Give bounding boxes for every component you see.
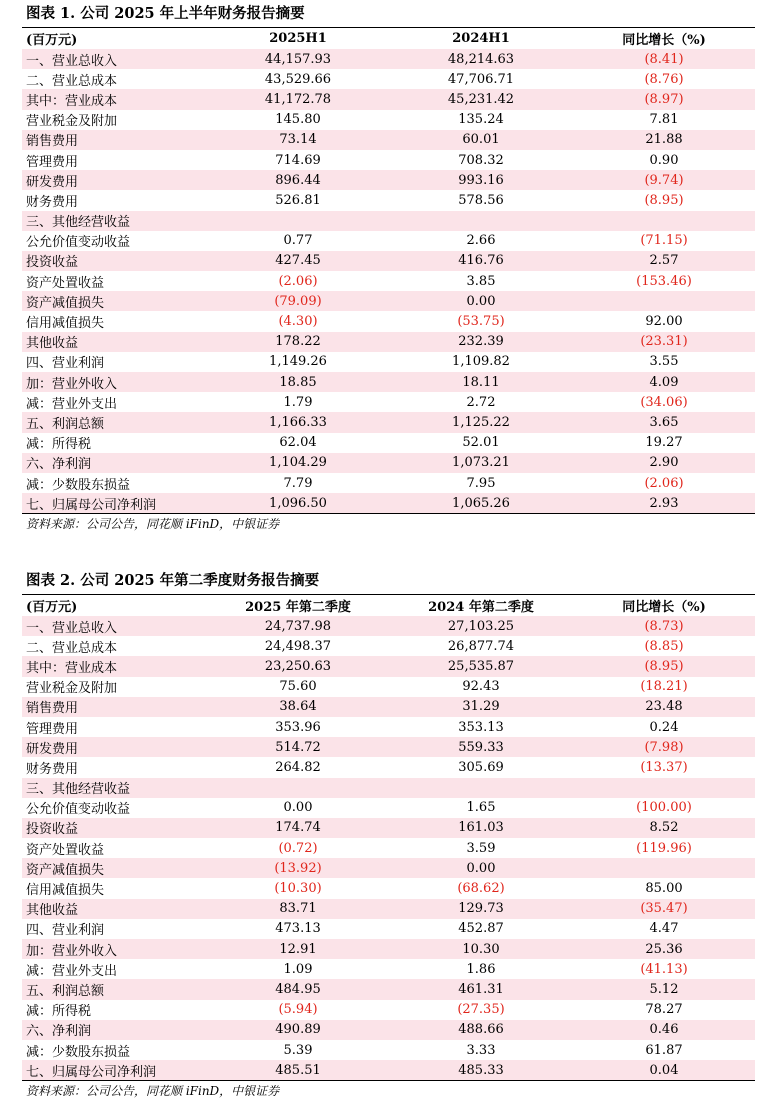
table-cell: 2.93 <box>573 493 755 514</box>
table2-header-yoy: 同比增长（%) <box>622 600 706 615</box>
table-cell: 24,498.37 <box>264 638 332 654</box>
row-label: 销售费用 <box>22 130 207 150</box>
table1-header-unit: (百万元) <box>26 33 78 48</box>
table-cell: (79.09) <box>207 291 389 311</box>
table-cell: (119.96) <box>636 840 692 856</box>
table-cell: 62.04 <box>279 435 317 451</box>
table-cell: 1.86 <box>466 961 496 977</box>
row-label: 减：所得税 <box>26 437 92 453</box>
table1-header-current: 2025H1 <box>269 31 327 46</box>
table-cell: (68.62) <box>457 881 505 897</box>
table-row <box>22 1040 755 1060</box>
row-label: 五、利润总额 <box>22 412 207 432</box>
table-cell: 174.74 <box>207 818 389 838</box>
table-row <box>22 1000 755 1020</box>
table-row <box>22 251 755 271</box>
table-cell: 161.03 <box>389 818 573 838</box>
table-cell: 3.59 <box>466 840 496 856</box>
row-label: 公允价值变动收益 <box>26 802 131 818</box>
table-cell: 559.33 <box>389 737 573 757</box>
row-label: 其中：营业成本 <box>22 656 207 676</box>
table1-title: 图表 1. 公司 2025 年上半年财务报告摘要 <box>22 1 755 28</box>
table-cell: 305.69 <box>458 759 504 775</box>
table-cell: 92.43 <box>462 679 500 695</box>
table-cell: 75.60 <box>279 679 317 695</box>
table-cell: 43,529.66 <box>264 71 332 87</box>
row-label: 研发费用 <box>22 170 207 190</box>
table-row <box>22 757 755 777</box>
table-row <box>22 798 755 818</box>
table-cell: 0.00 <box>389 291 573 311</box>
table-cell: 1,073.21 <box>389 453 573 473</box>
table2-source: 资料来源：公司公告，同花顺 iFinD，中银证券 <box>26 1084 280 1099</box>
table-cell: 45,231.42 <box>389 89 573 109</box>
table-row <box>22 372 755 392</box>
table1-source: 资料来源：公司公告，同花顺 iFinD，中银证券 <box>26 517 280 532</box>
table-cell: 1,125.22 <box>389 412 573 432</box>
table-cell: 353.96 <box>275 719 321 735</box>
table-cell: 178.22 <box>207 332 389 352</box>
table-row <box>22 493 755 514</box>
table-cell: 427.45 <box>207 251 389 271</box>
table1-header-prior: 2024H1 <box>452 31 510 46</box>
table2 <box>22 595 755 1081</box>
table-cell: 5.12 <box>573 979 755 999</box>
table-cell: 1,065.26 <box>389 493 573 514</box>
row-label: 一、营业总收入 <box>22 616 207 636</box>
table-row <box>22 412 755 432</box>
table-cell: 514.72 <box>207 737 389 757</box>
table-cell: 0.00 <box>389 858 573 878</box>
table-row <box>22 352 755 372</box>
row-label: 销售费用 <box>22 697 207 717</box>
table-cell <box>207 778 389 798</box>
table-cell: 1.09 <box>283 961 313 977</box>
table-cell: 2.90 <box>573 453 755 473</box>
table-row <box>22 717 755 737</box>
table-cell: 896.44 <box>207 170 389 190</box>
row-label: 财务费用 <box>26 194 79 210</box>
row-label: 减：所得税 <box>26 1004 92 1020</box>
row-label: 六、净利润 <box>22 1020 207 1040</box>
table-cell: 3.55 <box>649 354 679 370</box>
table-row <box>22 979 755 999</box>
table-cell: 31.29 <box>389 697 573 717</box>
table-cell: 92.00 <box>645 314 683 330</box>
table-cell: 461.31 <box>389 979 573 999</box>
table-row <box>22 130 755 150</box>
table-cell: (7.98) <box>573 737 755 757</box>
table-cell: (27.35) <box>457 1002 505 1018</box>
table-cell: (5.94) <box>278 1002 318 1018</box>
table-row <box>22 69 755 89</box>
table-cell: 61.87 <box>645 1042 683 1058</box>
table-row <box>22 878 755 898</box>
table-row <box>22 919 755 939</box>
table-row <box>22 150 755 170</box>
table-cell: 0.04 <box>573 1060 755 1081</box>
row-label: 七、归属母公司净利润 <box>22 1060 207 1081</box>
table-cell: (35.47) <box>573 899 755 919</box>
table-cell <box>207 211 389 231</box>
table-row <box>22 433 755 453</box>
table-row <box>22 939 755 959</box>
table-cell: 4.47 <box>649 921 679 937</box>
table-cell: 488.66 <box>389 1020 573 1040</box>
table-row <box>22 89 755 109</box>
row-label: 四、营业利润 <box>26 356 105 372</box>
table-cell: 7.81 <box>649 112 679 128</box>
table-row <box>22 473 755 493</box>
table-cell: 264.82 <box>275 759 321 775</box>
row-label: 投资收益 <box>22 818 207 838</box>
table-cell: 3.65 <box>573 412 755 432</box>
row-label: 二、营业总成本 <box>26 640 118 656</box>
row-label: 投资收益 <box>22 251 207 271</box>
table-row <box>22 291 755 311</box>
row-label: 信用减值损失 <box>26 883 105 899</box>
table-row <box>22 311 755 331</box>
table-cell: 2.72 <box>466 394 496 410</box>
table-row <box>22 332 755 352</box>
table-cell <box>389 778 573 798</box>
table-row <box>22 858 755 878</box>
table-row <box>22 778 755 798</box>
table-cell: (0.72) <box>278 840 318 856</box>
table-cell: (34.06) <box>640 394 688 410</box>
row-label: 资产减值损失 <box>22 858 207 878</box>
table-cell: 41,172.78 <box>207 89 389 109</box>
table1-header-yoy: 同比增长（%) <box>622 33 706 48</box>
row-label: 管理费用 <box>26 721 79 737</box>
row-label: 七、归属母公司净利润 <box>22 493 207 514</box>
table-cell: 24,737.98 <box>207 616 389 636</box>
table-cell: (10.30) <box>274 881 322 897</box>
table-row <box>22 697 755 717</box>
table-cell: 7.79 <box>283 475 313 491</box>
table1 <box>22 28 755 514</box>
table-cell: 353.13 <box>458 719 504 735</box>
table-cell: (8.41) <box>573 49 755 69</box>
table-cell: (71.15) <box>640 233 688 249</box>
table-cell: 38.64 <box>207 697 389 717</box>
table-cell: 7.95 <box>466 475 496 491</box>
table-row <box>22 656 755 676</box>
row-label: 加：营业外收入 <box>22 939 207 959</box>
row-label: 公允价值变动收益 <box>26 235 131 251</box>
table-row <box>22 636 755 656</box>
table-cell: 52.01 <box>462 435 500 451</box>
table-cell: 473.13 <box>275 921 321 937</box>
row-label: 六、净利润 <box>22 453 207 473</box>
table-cell: 578.56 <box>458 192 504 208</box>
table-cell: 416.76 <box>389 251 573 271</box>
row-label: 三、其他经营收益 <box>22 778 207 798</box>
table-cell: 1,109.82 <box>452 354 510 370</box>
table-row <box>22 49 755 69</box>
row-label: 一、营业总收入 <box>22 49 207 69</box>
table1-body <box>22 49 755 514</box>
table-cell: (13.37) <box>640 759 688 775</box>
table-cell: 0.24 <box>649 719 679 735</box>
table-row <box>22 818 755 838</box>
table-cell: 485.33 <box>389 1060 573 1081</box>
row-label: 研发费用 <box>22 737 207 757</box>
table-cell: (8.95) <box>644 192 684 208</box>
table-cell <box>573 291 755 311</box>
table-cell: (13.92) <box>207 858 389 878</box>
table-cell: (23.31) <box>573 332 755 352</box>
table2-section <box>22 568 755 1101</box>
table-cell: 708.32 <box>458 152 504 168</box>
table-cell: 1,104.29 <box>207 453 389 473</box>
table-cell: 83.71 <box>207 899 389 919</box>
table-cell: 714.69 <box>275 152 321 168</box>
table-cell: 10.30 <box>389 939 573 959</box>
table-cell: 0.77 <box>283 233 313 249</box>
table-row <box>22 110 755 130</box>
table-cell: (53.75) <box>457 314 505 330</box>
table-cell: 47,706.71 <box>447 71 515 87</box>
table-cell: 145.80 <box>275 112 321 128</box>
table-cell <box>573 858 755 878</box>
table-row <box>22 959 755 979</box>
row-label: 五、利润总额 <box>22 979 207 999</box>
table-row <box>22 453 755 473</box>
table-row <box>22 737 755 757</box>
table-cell: (8.76) <box>644 71 684 87</box>
row-label: 财务费用 <box>26 761 79 777</box>
table-cell: (153.46) <box>636 273 692 289</box>
table-cell: 25.36 <box>573 939 755 959</box>
table-cell: (8.73) <box>573 616 755 636</box>
table-cell: 21.88 <box>573 130 755 150</box>
table-cell: 2.66 <box>466 233 496 249</box>
table-cell: 1.79 <box>283 394 313 410</box>
row-label: 资产处置收益 <box>26 275 105 291</box>
table-cell: 3.33 <box>466 1042 496 1058</box>
table-cell: 25,535.87 <box>389 656 573 676</box>
table-cell: (2.06) <box>644 475 684 491</box>
table-cell: 526.81 <box>275 192 321 208</box>
table-cell: (41.13) <box>640 961 688 977</box>
row-label: 信用减值损失 <box>26 316 105 332</box>
table-cell: 5.39 <box>283 1042 313 1058</box>
table2-header-prior: 2024 年第二季度 <box>428 600 534 615</box>
row-label: 减：营业外支出 <box>26 963 118 979</box>
table-cell: (18.21) <box>640 679 688 695</box>
table1-section <box>22 0 755 534</box>
row-label: 其他收益 <box>22 332 207 352</box>
table-row <box>22 677 755 697</box>
table-cell: (2.06) <box>278 273 318 289</box>
table-row <box>22 271 755 291</box>
table-cell <box>573 778 755 798</box>
row-label: 资产减值损失 <box>22 291 207 311</box>
table-cell: 18.11 <box>389 372 573 392</box>
table-cell: 8.52 <box>573 818 755 838</box>
table-row <box>22 899 755 919</box>
table-row <box>22 231 755 251</box>
table-cell: 44,157.93 <box>207 49 389 69</box>
row-label: 营业税金及附加 <box>26 114 118 130</box>
table-row <box>22 838 755 858</box>
table-cell <box>389 211 573 231</box>
table-cell: 60.01 <box>389 130 573 150</box>
table-cell: 48,214.63 <box>389 49 573 69</box>
table2-header-current: 2025 年第二季度 <box>245 600 351 615</box>
table-cell: 23,250.63 <box>207 656 389 676</box>
row-label: 资产处置收益 <box>26 842 105 858</box>
table-cell: (8.97) <box>573 89 755 109</box>
row-label: 减：少数股东损益 <box>26 1044 131 1060</box>
table-row <box>22 392 755 412</box>
table-cell: 490.89 <box>207 1020 389 1040</box>
row-label: 管理费用 <box>26 154 79 170</box>
table-cell: 85.00 <box>645 881 683 897</box>
table-cell: 73.14 <box>207 130 389 150</box>
table-cell: 19.27 <box>645 435 683 451</box>
table-cell <box>573 211 755 231</box>
table-cell: 232.39 <box>389 332 573 352</box>
table-cell: (4.30) <box>278 314 318 330</box>
table2-header-row <box>22 595 755 616</box>
table-cell: 18.85 <box>207 372 389 392</box>
table-row <box>22 211 755 231</box>
row-label: 其中：营业成本 <box>22 89 207 109</box>
table-cell: 23.48 <box>573 697 755 717</box>
row-label: 四、营业利润 <box>26 923 105 939</box>
table2-header-unit: (百万元) <box>26 600 78 615</box>
table-cell: 4.09 <box>573 372 755 392</box>
table-cell: 452.87 <box>458 921 504 937</box>
table-cell: 485.51 <box>207 1060 389 1081</box>
table-row <box>22 1020 755 1040</box>
table-row <box>22 190 755 210</box>
table-cell: 1,166.33 <box>207 412 389 432</box>
table-cell: (8.95) <box>573 656 755 676</box>
table-row <box>22 1060 755 1081</box>
table-cell: 2.57 <box>573 251 755 271</box>
table-cell: 129.73 <box>389 899 573 919</box>
table-cell: (8.85) <box>644 638 684 654</box>
table-cell: 993.16 <box>389 170 573 190</box>
table-cell: 0.00 <box>283 800 313 816</box>
table-cell: 78.27 <box>645 1002 683 1018</box>
row-label: 二、营业总成本 <box>26 73 118 89</box>
table-row <box>22 616 755 636</box>
table-cell: 3.85 <box>466 273 496 289</box>
table-cell: 1,149.26 <box>269 354 327 370</box>
row-label: 减：少数股东损益 <box>26 477 131 493</box>
table1-header-row <box>22 28 755 49</box>
row-label: 加：营业外收入 <box>22 372 207 392</box>
table-cell: 0.90 <box>649 152 679 168</box>
row-label: 其他收益 <box>22 899 207 919</box>
row-label: 三、其他经营收益 <box>22 211 207 231</box>
table-row <box>22 170 755 190</box>
table-cell: (9.74) <box>573 170 755 190</box>
table2-body <box>22 616 755 1081</box>
table-cell: 26,877.74 <box>447 638 515 654</box>
table-cell: 484.95 <box>207 979 389 999</box>
row-label: 营业税金及附加 <box>26 681 118 697</box>
table2-title: 图表 2. 公司 2025 年第二季度财务报告摘要 <box>22 568 755 595</box>
table-cell: (100.00) <box>636 800 692 816</box>
table-cell: 27,103.25 <box>389 616 573 636</box>
table-cell: 0.46 <box>573 1020 755 1040</box>
table-cell: 12.91 <box>207 939 389 959</box>
table-cell: 135.24 <box>458 112 504 128</box>
row-label: 减：营业外支出 <box>26 396 118 412</box>
table-cell: 1.65 <box>466 800 496 816</box>
table-cell: 1,096.50 <box>207 493 389 514</box>
